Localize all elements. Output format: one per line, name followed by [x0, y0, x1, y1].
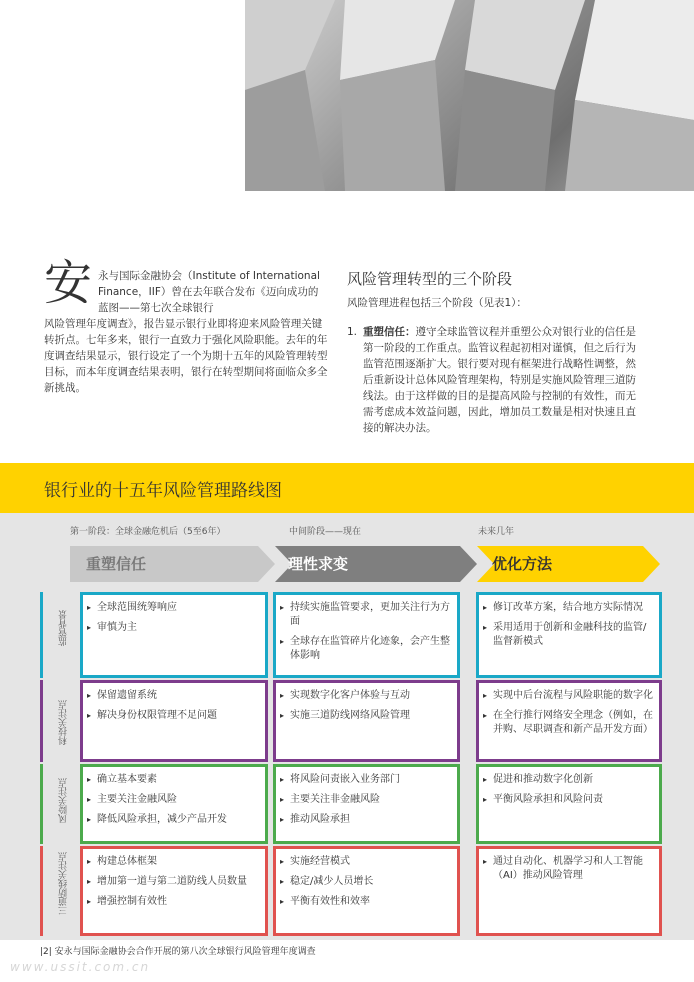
list-item: ▸ 稳定/减少人员增长	[280, 875, 453, 889]
cell-three-lines-phase-1	[80, 846, 268, 936]
list-item: ▸ 确立基本要素	[87, 773, 261, 787]
list-item: ▸ 实施经营模式	[280, 855, 453, 869]
row-label-risk: 风险关注点	[59, 778, 69, 823]
list-item: ▸ 增加第一道与第二道防线人员数量	[87, 875, 261, 889]
section-subtitle: 风险管理进程包括三个阶段（见表1）：	[347, 297, 527, 309]
list-item: ▸ 主要关注非金融风险	[280, 793, 453, 807]
list-item: ▸ 增强控制有效性	[87, 895, 261, 909]
cell-risk-phase-2	[273, 764, 460, 844]
cell-three-lines-phase-3	[476, 846, 662, 936]
list-item: ▸ 在全行推行网络安全理念（例如，在并购、尽职调查和新产品开发方面）	[483, 709, 655, 737]
cell-technology-phase-3	[476, 680, 662, 762]
row-line-regulatory	[40, 592, 43, 678]
list-item: ▸ 保留遗留系统	[87, 689, 261, 703]
cell-list	[280, 773, 453, 827]
row-line-technology	[40, 680, 43, 762]
cell-list	[280, 601, 453, 663]
list-item: ▸ 全球存在监管碎片化迹象，会产生整体影响	[280, 635, 453, 663]
phase-name-3: 优化方法	[492, 555, 553, 573]
cell-regulatory-phase-1	[80, 592, 268, 678]
phase-chevrons	[70, 546, 670, 582]
list-item-text: 遵守全球监管议程并重塑公众对银行业的信任是第一阶段的工作重点。监管议程起初相对谨慎，但之后行为监管范围逐渐扩大。银行要对现有框架进行战略性调整，然后重新设计总体风险管理架构，特别是实施风险管理三道防线法。由于这样做的目的是提高风险与控制的有效性，而无需考虑成本效益问题，因此，增加员工数量是相对快速且直接的解决办法。	[363, 326, 636, 434]
list-item-number: 1.	[347, 326, 358, 338]
cell-three-lines-phase-2	[273, 846, 460, 936]
cell-list	[87, 689, 261, 723]
list-item: ▸ 持续实施监管要求，更加关注行为方面	[280, 601, 453, 629]
list-item: ▸ 平衡风险承担和风险问责	[483, 793, 655, 807]
cell-list	[483, 855, 655, 883]
cell-list	[483, 689, 655, 737]
watermark: www.ussit.com.cn	[10, 960, 151, 974]
row-label-three-lines: 三道防线关注点	[59, 852, 69, 915]
list-item: ▸ 降低风险承担，减少产品开发	[87, 813, 261, 827]
list-item: ▸ 审慎为主	[87, 621, 261, 635]
page-footer: |2| 安永与国际金融协会合作开展的第八次全球银行风险管理年度调查	[40, 947, 316, 957]
row-label-regulatory: 监管背景	[59, 610, 69, 646]
cell-regulatory-phase-2	[273, 592, 460, 678]
list-item: ▸ 主要关注金融风险	[87, 793, 261, 807]
row-line-three-lines	[40, 846, 43, 936]
list-item: ▸ 实现数字化客户体验与互动	[280, 689, 453, 703]
header-photo-blocks	[245, 0, 694, 191]
list-item-heading: 重塑信任：	[363, 326, 416, 338]
cell-list	[87, 601, 261, 635]
list-item: ▸ 全球范围统筹响应	[87, 601, 261, 615]
cell-risk-phase-1	[80, 764, 268, 844]
phase-name-1: 重塑信任	[86, 555, 147, 573]
list-item-rebuild-trust	[347, 324, 637, 436]
intro-paragraph: 风险管理年度调查》，报告显示银行业即将迎来风险管理关键转折点。七年多来，银行一直致力于强化风险职能。去年的年度调查结果显示，银行设定了一个为期十五年的风险管理转型目标，而本年度调查结果表明，银行在转型期间将面临众多全新挑战。	[44, 318, 328, 394]
phase-label-1: 第一阶段：全球金融危机后（5至6年）	[70, 527, 226, 537]
phase-name-2: 理性求变	[288, 555, 349, 573]
cell-list	[87, 773, 261, 827]
cell-list	[280, 689, 453, 723]
phase-label-2: 中间阶段——现在	[289, 527, 362, 537]
list-item: ▸ 修订改革方案，结合地方实际情况	[483, 601, 655, 615]
roadmap-title: 银行业的十五年风险管理路线图	[44, 481, 282, 501]
list-item: ▸ 促进和推动数字化创新	[483, 773, 655, 787]
cell-risk-phase-3	[476, 764, 662, 844]
cell-technology-phase-2	[273, 680, 460, 762]
cell-regulatory-phase-3	[476, 592, 662, 678]
intro-first-lines: 永与国际金融协会（Institute of International Finance，IIF）曾在去年联合发布《迈向成功的蓝图——第七次全球银行	[98, 270, 320, 314]
list-item: ▸ 平衡有效性和效率	[280, 895, 453, 909]
list-item: ▸ 采用适用于创新和金融科技的监管/监督新模式	[483, 621, 655, 649]
cell-list	[483, 773, 655, 807]
list-item: ▸ 将风险问责嵌入业务部门	[280, 773, 453, 787]
row-line-risk	[40, 764, 43, 844]
list-item: ▸ 实现中后台流程与风险职能的数字化	[483, 689, 655, 703]
list-item: ▸ 通过自动化、机器学习和人工智能（AI）推动风险管理	[483, 855, 655, 883]
list-item: ▸ 实施三道防线网络风险管理	[280, 709, 453, 723]
section-title: 风险管理转型的三个阶段	[347, 270, 513, 288]
list-item: ▸ 解决身份权限管理不足问题	[87, 709, 261, 723]
cell-list	[280, 855, 453, 909]
cell-list	[483, 601, 655, 649]
row-label-technology: 科技关注点	[59, 700, 69, 745]
drop-cap: 安	[44, 255, 93, 311]
cell-technology-phase-1	[80, 680, 268, 762]
cell-list	[87, 855, 261, 909]
list-item: ▸ 构建总体框架	[87, 855, 261, 869]
phase-label-3: 未来几年	[478, 527, 515, 537]
list-item: ▸ 推动风险承担	[280, 813, 453, 827]
